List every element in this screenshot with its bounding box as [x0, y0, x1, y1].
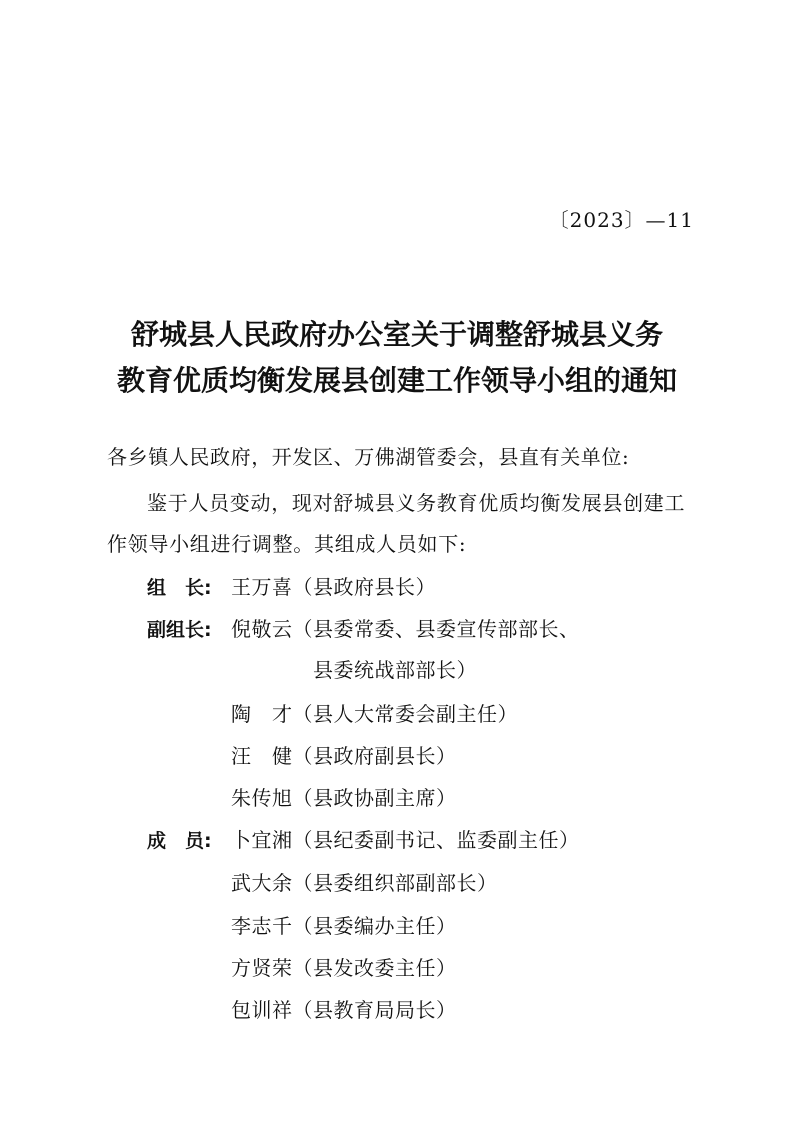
member-entry-4: 方贤荣（县发改委主任） — [231, 956, 457, 980]
member-entry-5: 包训祥（县教育局局长） — [231, 998, 457, 1022]
addressee: 各乡镇人民政府，开发区、万佛湖管委会，县直有关单位: — [107, 445, 630, 469]
title-line-2: 教育优质均衡发展县创建工作领导小组的通知 — [116, 364, 677, 397]
role-member-label: 成 员: — [147, 830, 212, 852]
role-leader-label: 组 长: — [147, 577, 212, 599]
member-entry-1: 卜宜湘（县纪委副书记、监委副主任） — [231, 828, 580, 852]
deputy-entry-3: 汪 健（县政府副县长） — [231, 744, 457, 768]
member-entry-3: 李志千（县委编办主任） — [231, 914, 457, 938]
document-title — [0, 312, 794, 404]
body-line-1: 鉴于人员变动，现对舒城县义务教育优质均衡发展县创建工 — [147, 491, 686, 515]
role-deputy-label: 副组长: — [147, 619, 212, 641]
body-line-2: 作领导小组进行调整。其组成人员如下: — [107, 532, 467, 556]
leader-entry: 王万喜（县政府县长） — [231, 575, 436, 599]
deputy-entry-2: 陶 才（县人大常委会副主任） — [231, 702, 518, 726]
title-line-1: 舒城县人民政府办公室关于调整舒城县义务 — [130, 318, 663, 351]
deputy-entry-1-continued: 县委统战部部长） — [313, 658, 477, 682]
member-entry-2: 武大余（县委组织部副部长） — [231, 871, 498, 895]
deputy-entry-4: 朱传旭（县政协副主席） — [231, 786, 457, 810]
deputy-entry-1: 倪敬云（县委常委、县委宣传部部长、 — [231, 617, 580, 641]
document-number: 〔2023〕—11 — [548, 208, 694, 232]
